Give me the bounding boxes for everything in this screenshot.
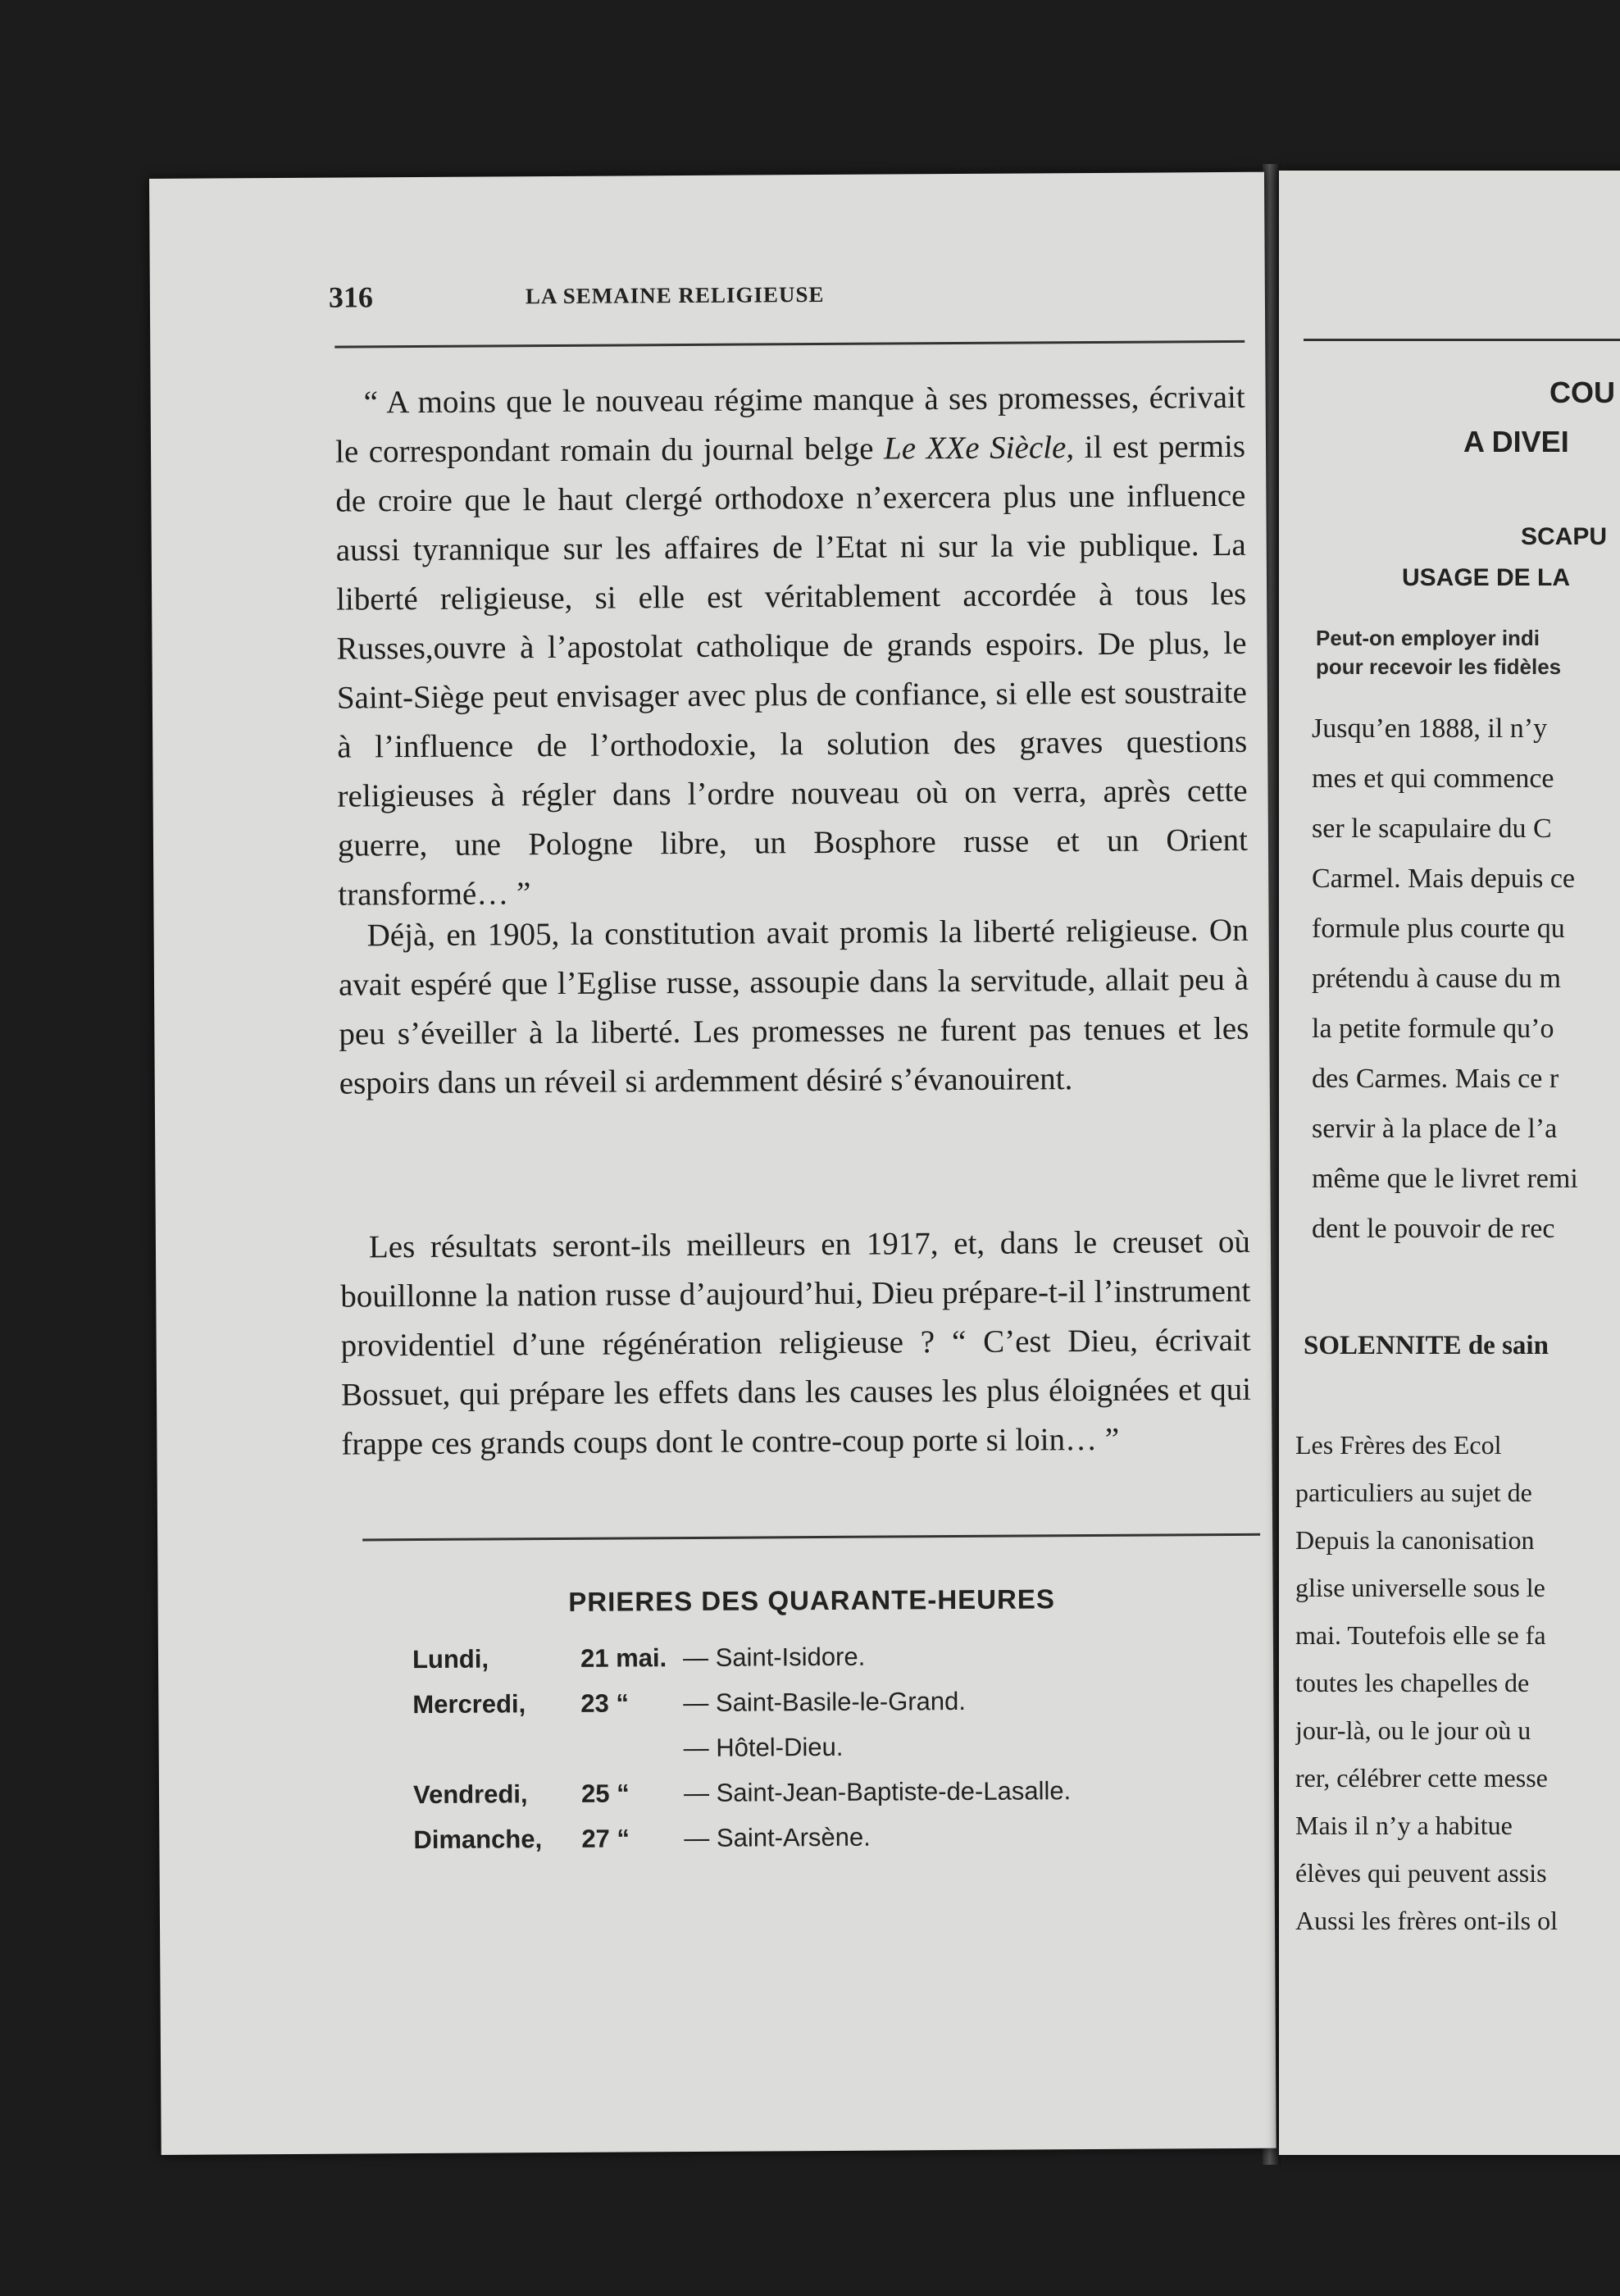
text-line: Les Frères des Ecol — [1295, 1430, 1502, 1460]
schedule-date: 21 mai. — [580, 1643, 667, 1673]
right-paragraph — [1312, 704, 1620, 1254]
text-line: des Carmes. Mais ce r — [1312, 1064, 1559, 1094]
schedule-day: Lundi, — [412, 1644, 489, 1674]
right-paragraph — [1295, 1421, 1620, 1944]
subheading: USAGE DE LA — [1402, 564, 1571, 591]
section-rule — [362, 1533, 1260, 1542]
text-line: servir à la place de l’a — [1312, 1114, 1558, 1144]
prayer-schedule — [412, 1642, 1072, 1870]
paragraph-text: “ A moins que le nouveau régime manque à ses promesses, écrivait le correspondant romain du journal belge — [334, 379, 1245, 470]
text-line: rer, célébrer cette messe — [1295, 1763, 1548, 1793]
schedule-church: — Saint-Jean-Baptiste-de-Lasalle. — [683, 1776, 1072, 1808]
page-number: 316 — [328, 280, 374, 314]
schedule-date: 27 “ — [581, 1824, 630, 1853]
text-line: Aussi les frères ont-ils ol — [1295, 1906, 1558, 1935]
paragraph-1917 — [340, 1218, 1252, 1469]
heading: COU — [1549, 376, 1615, 409]
text-line: dent le pouvoir de rec — [1312, 1214, 1555, 1244]
schedule-day: Dimanche, — [413, 1824, 543, 1855]
text-line: Carmel. Mais depuis ce — [1312, 863, 1576, 894]
text-line: mes et qui commence — [1312, 763, 1554, 794]
question-note: Peut-on employer indi — [1316, 626, 1540, 650]
schedule-church: — Saint-Basile-le-Grand. — [683, 1686, 967, 1718]
subheading: SCAPU — [1521, 523, 1608, 550]
text-line: même que le livret remi — [1312, 1164, 1578, 1194]
running-head — [329, 275, 1236, 313]
text-line: toutes les chapelles de — [1295, 1668, 1530, 1697]
text-line: mai. Toutefois elle se fa — [1295, 1620, 1546, 1650]
text-line: formule plus courte qu — [1312, 913, 1565, 944]
paragraph-text: il est permis de croire que le haut clergé orthodoxe n’exercera plus une influence aussi tyrannique sur les affaires de l’Etat ni sur la vie publique. La liberté religieuse, si elle est véritablement accordée à tous les Russes,ouvre à l’apostolat catholique de grands espoirs. De plus, le Saint-Siège peut envisager avec plus de confiance, si elle est soustraite à l’influence de l’orthodoxie, la solution des graves questions religieuses à régler dans l’ordre nouveau où on verra, après cette guerre, une Pologne libre, un Bosphore russe et un Orient transformé… ” — [335, 428, 1249, 913]
header-rule — [334, 340, 1245, 348]
running-title: LA SEMAINE RELIGIEUSE — [525, 281, 825, 309]
paragraph-text: Les résultats seront-ils meilleurs en 1917, et, dans le creuset où bouillonne la nation russe d’aujourd’hui, Dieu prépare-t-il l’instrument providentiel d’une régénération religieuse ? “ C’est Dieu, écrivait Bossuet, qui prépare les effets dans les causes les plus éloignées et qui frappe ces grands coups dont le contre-coup porte si loin… ” — [340, 1223, 1252, 1462]
text-line: élèves qui peuvent assis — [1295, 1858, 1547, 1888]
left-page — [149, 172, 1276, 2155]
schedule-church: — Hôtel-Dieu. — [683, 1732, 844, 1763]
newspaper-title: Le XXe Siècle, — [883, 430, 1075, 467]
schedule-date: 25 “ — [580, 1779, 630, 1808]
text-line: prétendu à cause du m — [1312, 963, 1561, 994]
paragraph-text: Déjà, en 1905, la constitution avait promis la liberté religieuse. On avait espéré que l’Eglise russe, assoupie dans la servitude, allait peu à peu s’éveiller à la liberté. Les promesses ne furent pas tenues et les espoirs dans un réveil si ardemment désiré s’évanouirent. — [338, 912, 1249, 1101]
text-line: glise universelle sous le — [1295, 1573, 1545, 1602]
schedule-day: Mercredi, — [412, 1689, 526, 1720]
text-line: jour-là, ou le jour où u — [1295, 1715, 1531, 1745]
question-note: pour recevoir les fidèles — [1316, 654, 1562, 679]
schedule-church: — Saint-Arsène. — [684, 1822, 871, 1853]
text-line: Jusqu’en 1888, il n’y — [1312, 713, 1548, 744]
header-rule — [1304, 339, 1620, 341]
schedule-church: — Saint-Isidore. — [682, 1642, 866, 1673]
schedule-date — [581, 1733, 680, 1734]
section-heading: SOLENNITE de sain — [1304, 1331, 1549, 1360]
text-line: la petite formule qu’o — [1312, 1014, 1554, 1044]
text-line: Depuis la canonisation — [1295, 1525, 1535, 1555]
schedule-day: Vendredi, — [412, 1779, 528, 1810]
right-page — [1279, 171, 1620, 2155]
text-line: ser le scapulaire du C — [1312, 813, 1552, 844]
heading: A DIVEI — [1463, 425, 1569, 458]
paragraph-1905 — [338, 906, 1249, 1109]
schedule-day — [413, 1734, 577, 1735]
text-line: particuliers au sujet de — [1295, 1478, 1532, 1507]
text-line: Mais il n’y a habitue — [1295, 1811, 1513, 1840]
paragraph-quote — [334, 373, 1248, 920]
section-title: PRIERES DES QUARANTE-HEURES — [568, 1583, 1055, 1617]
schedule-date: 23 “ — [580, 1688, 630, 1718]
